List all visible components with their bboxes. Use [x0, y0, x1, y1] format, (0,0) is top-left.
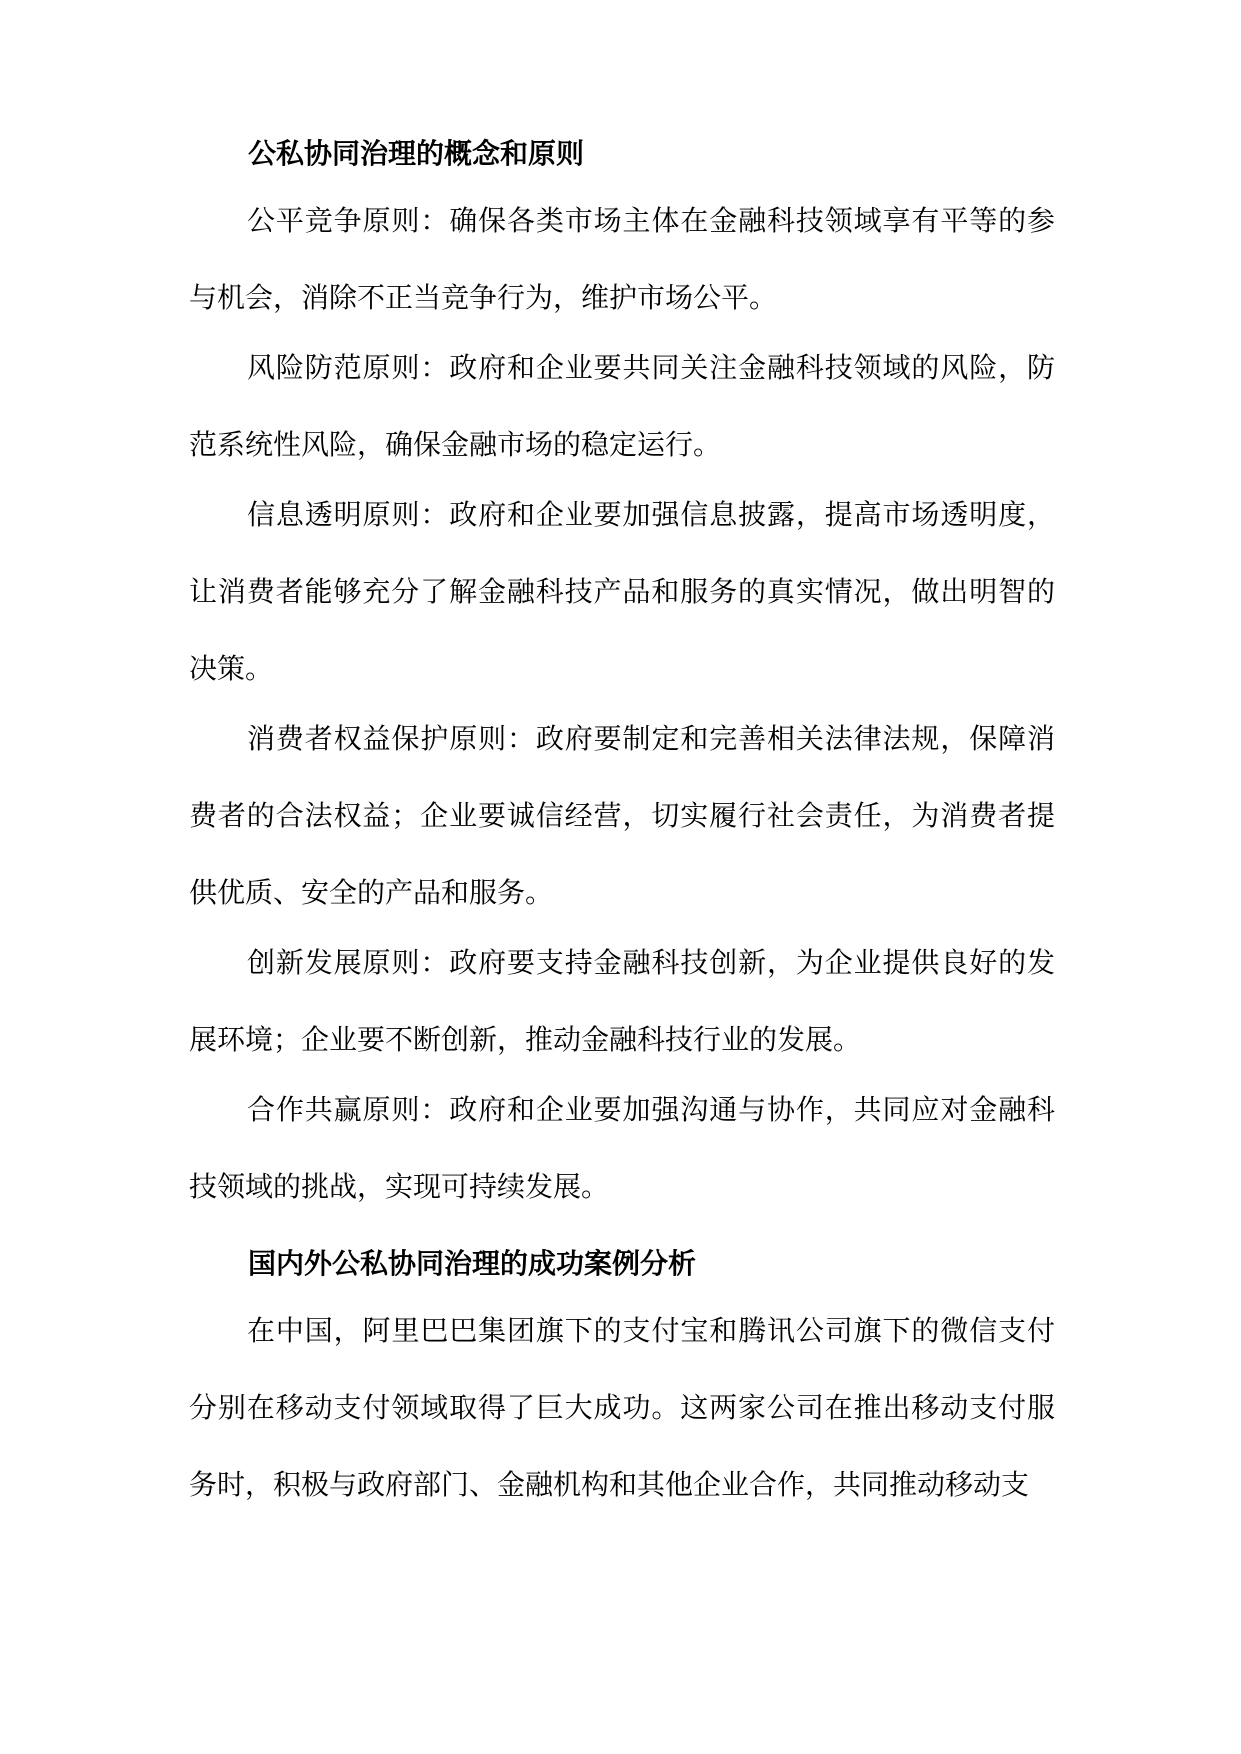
paragraph-innovation-development: 创新发展原则：政府要支持金融科技创新，为企业提供良好的发展环境；企业要不断创新，推动金融科技行业的发展。	[189, 946, 1055, 1056]
paragraph-china-mobile-payment: 在中国，阿里巴巴集团旗下的支付宝和腾讯公司旗下的微信支付分别在移动支付领域取得了巨大成功。这两家公司在推出移动支付服务时，积极与政府部门、金融机构和其他企业合作，共同推动移动支	[189, 1314, 1055, 1501]
paragraph-win-win-cooperation: 合作共赢原则：政府和企业要加强沟通与协作，共同应对金融科技领域的挑战，实现可持续发展。	[189, 1093, 1055, 1203]
paragraph-consumer-protection: 消费者权益保护原则：政府要制定和完善相关法律法规，保障消费者的合法权益；企业要诚信经营，切实履行社会责任，为消费者提供优质、安全的产品和服务。	[189, 722, 1055, 909]
section-heading-concepts: 公私协同治理的概念和原则	[248, 137, 585, 170]
paragraph-information-transparency: 信息透明原则：政府和企业要加强信息披露，提高市场透明度，让消费者能够充分了解金融科技产品和服务的真实情况，做出明智的决策。	[189, 498, 1055, 685]
paragraph-fair-competition: 公平竞争原则：确保各类市场主体在金融科技领域享有平等的参与机会，消除不正当竞争行为，维护市场公平。	[189, 204, 1055, 314]
paragraph-risk-prevention: 风险防范原则：政府和企业要共同关注金融科技领域的风险，防范系统性风险，确保金融市场的稳定运行。	[189, 351, 1055, 461]
section-heading-case-studies: 国内外公私协同治理的成功案例分析	[248, 1247, 697, 1280]
